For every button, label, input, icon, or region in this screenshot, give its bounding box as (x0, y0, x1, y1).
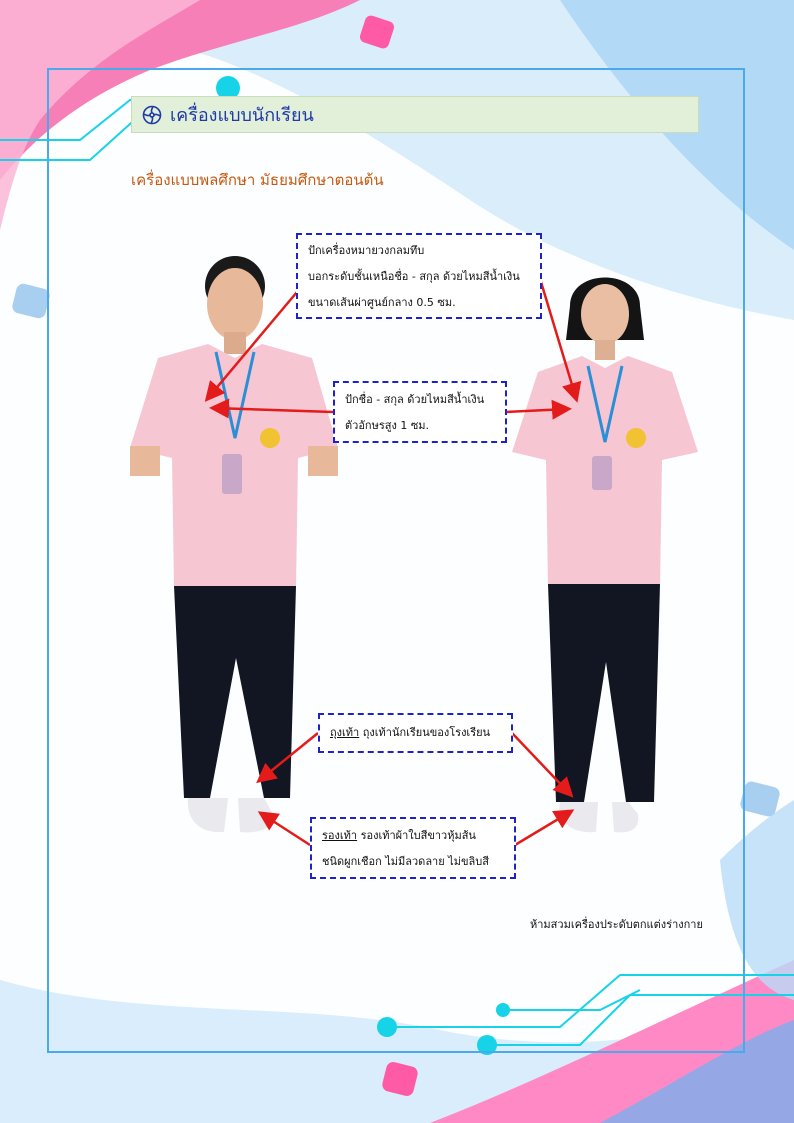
flower-icon (142, 105, 162, 125)
emblem-callout-line1: ปักเครื่องหมายวงกลมทึบ (308, 244, 425, 257)
name-callout-line1: ปักชื่อ - สกุล ด้วยไหมสีน้ำเงิน (345, 393, 485, 406)
shoes-callout-text1: รองเท้าผ้าใบสีขาวหุ้มส้น (360, 829, 476, 842)
name-callout (333, 381, 507, 443)
emblem-callout (296, 233, 542, 319)
section-header (131, 96, 699, 133)
page-title: เครื่องแบบนักเรียน (170, 105, 314, 126)
socks-callout-label: ถุงเท้า (330, 726, 360, 739)
name-callout-line2: ตัวอักษรสูง 1 ซม. (345, 419, 430, 432)
section-subtitle: เครื่องแบบพลศึกษา มัธยมศึกษาตอนต้น (131, 171, 384, 189)
jewelry-note: ห้ามสวมเครื่องประดับตกแต่งร่างกาย (530, 918, 703, 931)
shoes-callout-line2: ชนิดผูกเชือก ไม่มีลวดลาย ไม่ขลิบสี (322, 855, 489, 868)
emblem-callout-line2: บอกระดับชั้นเหนือชื่อ - สกุล ด้วยไหมสีน้ำเงิน (308, 270, 520, 283)
male-student-photo (128, 248, 340, 838)
socks-callout-text: ถุงเท้านักเรียนของโรงเรียน (362, 726, 491, 739)
emblem-callout-line3: ขนาดเส้นผ่าศูนย์กลาง 0.5 ซม. (308, 296, 456, 309)
shoes-callout-label: รองเท้า (322, 829, 358, 842)
shoes-callout (310, 817, 516, 879)
female-student-photo (512, 262, 698, 836)
socks-callout (318, 713, 513, 753)
